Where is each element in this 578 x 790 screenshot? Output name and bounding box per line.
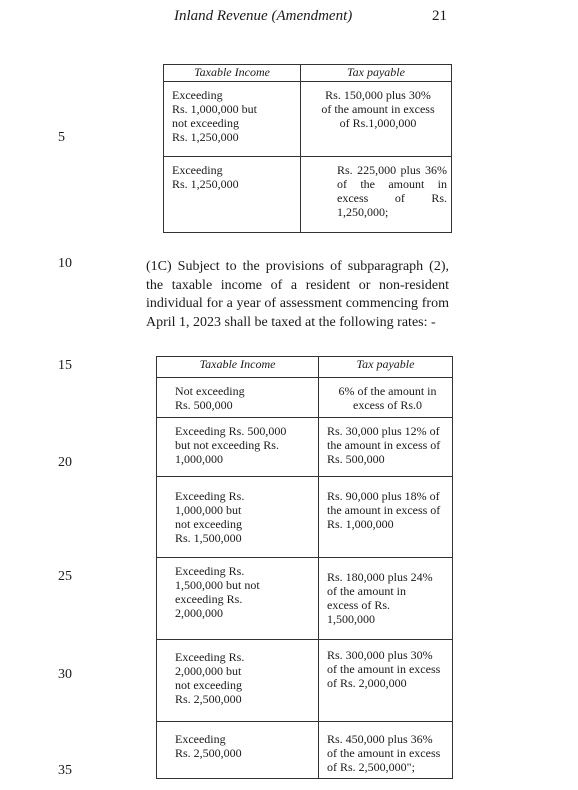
taxable-income-cell xyxy=(157,477,319,558)
column-header-tax-payable: Tax payable xyxy=(319,357,453,378)
taxable-income-cell xyxy=(157,722,319,779)
table-row xyxy=(164,157,452,233)
cell-text: Rs. 150,000 plus 30% of the amount in excess of Rs.1,000,000 xyxy=(321,88,435,130)
line-number: 15 xyxy=(58,358,72,373)
tax-payable-cell xyxy=(319,640,453,722)
tax-rate-table-previous xyxy=(163,64,452,233)
taxable-income-cell xyxy=(164,157,301,233)
cell-text: Rs. 30,000 plus 12% of the amount in excess of Rs. 500,000 xyxy=(327,424,441,466)
table-row xyxy=(157,640,453,722)
taxable-income-cell xyxy=(164,82,301,157)
page-number: 21 xyxy=(432,8,447,24)
column-header-tax-payable: Tax payable xyxy=(301,65,452,82)
cell-text: Rs. 450,000 plus 36% of the amount in excess of Rs. 2,500,000"; xyxy=(327,732,441,774)
tax-payable-cell xyxy=(301,157,452,233)
cell-text: Exceeding Rs. 1,250,000 xyxy=(172,163,239,191)
cell-text: Exceeding Rs. 2,500,000 xyxy=(175,732,242,760)
tax-payable-cell xyxy=(319,722,453,779)
line-number: 25 xyxy=(58,569,72,584)
line-number: 30 xyxy=(58,667,72,682)
tax-payable-cell xyxy=(319,558,453,640)
tax-payable-cell xyxy=(301,82,452,157)
cell-text: Exceeding Rs. 1,000,000 but not exceeding Rs. 1,250,000 xyxy=(172,88,258,144)
tax-payable-cell xyxy=(319,378,453,418)
cell-text: Exceeding Rs. 2,000,000 but not exceeding Rs. 2,500,000 xyxy=(175,650,245,706)
table-row xyxy=(164,82,452,157)
cell-text: Rs. 90,000 plus 18% of the amount in excess of Rs. 1,000,000 xyxy=(327,489,441,531)
taxable-income-cell xyxy=(157,378,319,418)
table-row xyxy=(157,477,453,558)
line-number: 10 xyxy=(58,256,72,271)
table-row xyxy=(157,558,453,640)
table-header-row xyxy=(157,357,453,378)
running-header-title: Inland Revenue (Amendment) xyxy=(174,8,353,24)
tax-payable-cell xyxy=(319,477,453,558)
cell-text: Exceeding Rs. 1,500,000 but not exceeding Rs. 2,000,000 xyxy=(175,564,260,620)
cell-text: Exceeding Rs. 1,000,000 but not exceeding Rs. 1,500,000 xyxy=(175,489,245,545)
table-row xyxy=(157,418,453,477)
taxable-income-cell xyxy=(157,640,319,722)
taxable-income-cell xyxy=(157,418,319,477)
cell-text: Not exceeding Rs. 500,000 xyxy=(175,384,245,412)
table-row xyxy=(157,378,453,418)
table-header-row xyxy=(164,65,452,82)
cell-text: Exceeding Rs. 500,000 but not exceeding Rs. 1,000,000 xyxy=(175,424,287,466)
taxable-income-cell xyxy=(157,558,319,640)
cell-text: Rs. 300,000 plus 30% of the amount in excess of Rs. 2,000,000 xyxy=(327,648,441,690)
cell-text: Rs. 180,000 plus 24% of the amount in excess of Rs. 1,500,000 xyxy=(327,570,433,626)
cell-text: 6% of the amount in excess of Rs.0 xyxy=(338,384,437,412)
cell-text: Rs. 225,000 plus 36% of the amount in excess of Rs. 1,250,000; xyxy=(337,163,447,219)
line-number: 5 xyxy=(58,130,65,145)
line-number: 20 xyxy=(58,455,72,470)
tax-payable-cell xyxy=(319,418,453,477)
column-header-taxable-income: Taxable Income xyxy=(157,357,319,378)
tax-rate-table-2023 xyxy=(156,356,453,779)
subsection-1c-paragraph: (1C) Subject to the provisions of subparagraph (2), the taxable income of a resident or non-resident individual for a year of assessment commencing from April 1, 2023 shall be taxed at the following rates: - xyxy=(146,259,449,330)
line-number: 35 xyxy=(58,763,72,778)
column-header-taxable-income: Taxable Income xyxy=(164,65,301,82)
table-row xyxy=(157,722,453,779)
